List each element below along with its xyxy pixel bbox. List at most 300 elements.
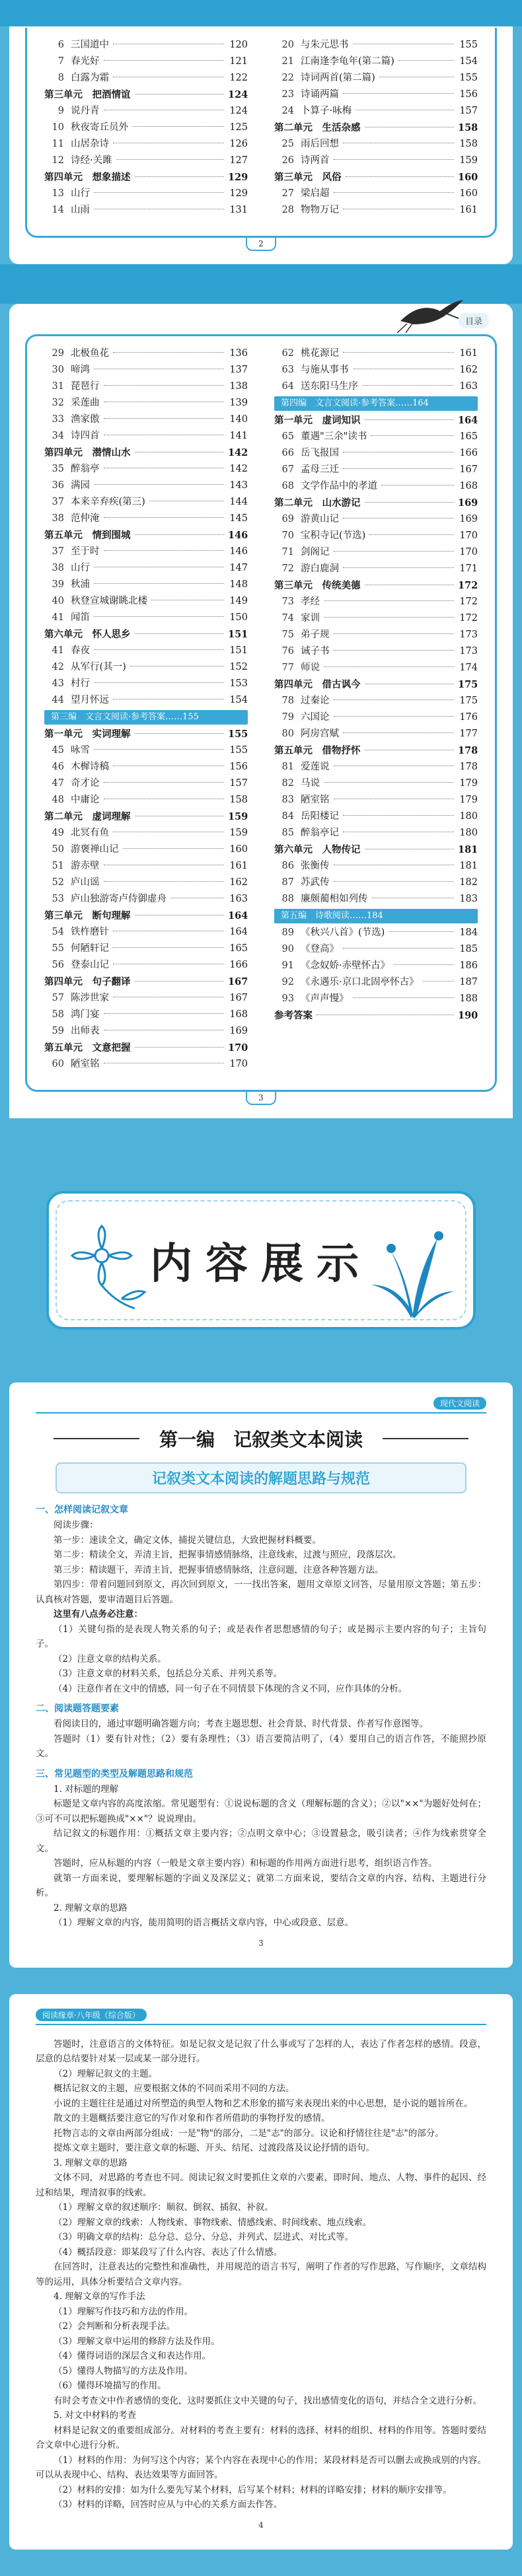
toc-unit-heading[interactable] (274, 169, 478, 186)
toc-section-banner[interactable]: 第三编 文言文阅读·参考答案……155 (44, 710, 248, 725)
crane-icon (394, 295, 466, 334)
toc-entry[interactable] (44, 875, 248, 891)
toc-entry[interactable] (274, 378, 478, 395)
toc-unit-heading[interactable] (274, 412, 478, 429)
toc-entry-page: 185 (459, 944, 478, 954)
toc-entry[interactable] (274, 429, 478, 445)
toc-entry-title: 山居杂诗 (71, 139, 109, 149)
toc-entry-number: 24 (281, 106, 294, 116)
toc-entry-page: 172 (458, 580, 478, 591)
toc-entry[interactable] (274, 136, 478, 153)
toc-entry-page: 125 (229, 122, 248, 133)
toc-entry-page: 157 (229, 778, 248, 789)
body-paragraph: 材料是记叙文的重要组成部分。对材料的考查主要有：材料的选择、材料的组织、材料的作用等。答题时要结合文章中心进行分析。 (36, 2425, 486, 2451)
toc-entry-title: 文学作品中的孝道 (301, 481, 377, 491)
toc-unit-heading[interactable] (274, 841, 478, 858)
toc-entry-page: 180 (459, 828, 478, 838)
toc-entry[interactable] (44, 37, 248, 54)
flower-icon (62, 1216, 161, 1315)
toc-entry-number: 37 (52, 497, 64, 507)
toc-entry[interactable] (44, 659, 248, 676)
toc-entry-page: 145 (229, 513, 248, 524)
toc-entry[interactable] (44, 54, 248, 70)
toc-entry-title: 第六单元 怀人思乡 (44, 629, 131, 640)
toc-leader-dots (104, 385, 225, 386)
toc-entry-number: 38 (52, 513, 64, 524)
toc-unit-heading[interactable] (44, 626, 248, 643)
toc-entry[interactable] (44, 560, 248, 577)
body-paragraph: （2）材料的安排：如为什么要先写某个材料，后写某个材料；材料的详略安排；材料的顺序安排等。 (54, 2484, 452, 2495)
page-number: 2 (246, 238, 276, 251)
toc-leader-dots (343, 468, 454, 469)
toc-entry[interactable] (44, 891, 248, 908)
toc-entry[interactable] (274, 445, 478, 462)
toc-entry[interactable] (44, 511, 248, 527)
body-paragraph: 5. 对文中材料的考查 (54, 2410, 137, 2421)
section-heading: 三、常见题型的类型及解题思路和规范 (36, 1768, 193, 1779)
toc-header-label: 目录 (459, 313, 489, 328)
toc-entry[interactable] (44, 676, 248, 692)
toc-entry-title: 中庸论 (71, 795, 100, 805)
toc-entry-page: 129 (228, 172, 248, 183)
toc-entry-page: 129 (229, 188, 248, 199)
body-paragraph: （6）懂得环境描写的作用。 (54, 2380, 167, 2391)
toc-unit-heading[interactable] (44, 808, 248, 825)
toc-entry-title: 剑阁记 (301, 547, 330, 557)
toc-entry-title: 第一单元 虚词知识 (274, 415, 361, 426)
body-paragraph: 答题时，应从标题的内容（一般是文章主要内容）和标题的作用两方面进行思考，组织语言作答。 (54, 1858, 437, 1869)
toc-entry-number: 9 (57, 106, 64, 116)
section-heading: 二、阅读题答题要素 (36, 1703, 119, 1714)
toc-unit-heading[interactable] (44, 87, 248, 103)
toc-entry-number: 69 (281, 514, 294, 524)
toc-entry-title: 望月怀远 (71, 695, 109, 705)
toc-entry-page: 167 (229, 993, 248, 1003)
toc-entry-page: 143 (229, 480, 248, 491)
toc-entry-title: 张衡传 (301, 861, 330, 871)
part-title (36, 1425, 486, 1452)
toc-entry-title: 参考答案 (274, 1010, 313, 1021)
page-number: 3 (258, 1938, 264, 1948)
toc-unit-heading[interactable] (274, 495, 478, 511)
toc-entry-number: 49 (52, 828, 64, 838)
toc-entry[interactable] (44, 494, 248, 511)
toc-entry-title: 《声声慢》 (301, 993, 349, 1004)
toc-leader-dots (343, 518, 454, 519)
toc-entry-title: 岳阳楼记 (301, 811, 339, 822)
toc-entry-title: 《念奴娇·赤壁怀古》 (301, 960, 391, 971)
toc-entry-number: 13 (52, 188, 64, 199)
toc-unit-heading[interactable] (44, 908, 248, 924)
toc-entry-title: 春光好 (71, 56, 100, 67)
toc-entry[interactable] (44, 186, 248, 202)
toc-entry-number: 7 (57, 56, 64, 67)
toc-section-banner[interactable]: 第五编 诗歌阅读……184 (274, 909, 478, 923)
toc-entry[interactable] (274, 345, 478, 362)
toc-entry[interactable] (44, 742, 248, 759)
toc-entry[interactable] (44, 1023, 248, 1040)
toc-leader-dots (104, 60, 225, 61)
toc-entry-number: 57 (52, 993, 64, 1003)
toc-entry[interactable] (274, 775, 478, 792)
toc-entry-number: 43 (52, 678, 64, 689)
toc-entry-page: 124 (229, 106, 248, 116)
toc-entry-number: 68 (281, 481, 294, 491)
toc-entry-number: 47 (52, 778, 64, 789)
toc-entry-page: 146 (229, 546, 248, 557)
toc-entry[interactable] (44, 120, 248, 136)
toc-entry-page: 162 (229, 877, 248, 888)
toc-entry[interactable] (274, 462, 478, 478)
body-paragraph: 在回答时，注意表达的完整性和准确性，并用规范的语言书写，阐明了作者的写作思路，写作顺序，文章结构等的运用，具体分析要结合文章内容。 (36, 2262, 486, 2287)
toc-entry-page: 137 (229, 365, 248, 375)
toc-entry[interactable] (44, 378, 248, 395)
toc-entry-title: 闻笛 (71, 612, 90, 623)
toc-entry-page: 163 (459, 381, 478, 392)
toc-entry[interactable] (274, 808, 478, 825)
body-paragraph: （4）注意作者在文中的情感，同一句子在不同情景下体现的含义不同，应作具体的分析。 (54, 1683, 408, 1694)
toc-entry[interactable] (274, 594, 478, 610)
toc-leader-dots (123, 848, 225, 849)
toc-entry[interactable] (274, 627, 478, 643)
toc-unit-heading[interactable] (274, 676, 478, 693)
toc-entry-number: 36 (52, 480, 64, 491)
toc-entry[interactable] (44, 461, 248, 478)
body-paragraph: 就第一方面来说，要理解标题的字面义及深层义；就第二方面来说，要结合文章的内容、结构、主题进行分析。 (36, 1873, 486, 1898)
toc-leader-dots (135, 733, 225, 734)
toc-entry-page: 163 (229, 894, 248, 904)
toc-entry[interactable] (44, 775, 248, 792)
toc-entry[interactable] (44, 957, 248, 974)
toc-entry-page: 181 (459, 861, 478, 871)
toc-entry-page: 180 (459, 811, 478, 822)
toc-entry[interactable] (274, 561, 478, 577)
toc-entry-number: 65 (281, 431, 294, 442)
toc-entry[interactable] (274, 941, 478, 958)
toc-entry-page: 124 (228, 89, 248, 100)
toc-entry-number: 59 (52, 1026, 64, 1036)
toc-entry-title: 鸿门宴 (71, 1009, 100, 1020)
toc-entry-title: 第四单元 潜情山水 (44, 447, 131, 458)
toc-entry[interactable] (274, 610, 478, 627)
toc-entry-number: 42 (52, 662, 64, 672)
toc-entry[interactable] (274, 153, 478, 169)
toc-entry-page: 169 (458, 497, 478, 509)
toc-entry-title: 卜算子·咏梅 (301, 106, 352, 116)
toc-entry-title: 《秋兴八首》(节选) (301, 927, 385, 938)
toc-entry[interactable] (44, 792, 248, 808)
toc-entry-number: 11 (52, 139, 64, 149)
toc-entry-title: 出师表 (71, 1026, 100, 1036)
toc-unit-heading[interactable] (44, 445, 248, 461)
toc-frame (25, 28, 497, 238)
toc-entry[interactable] (44, 428, 248, 445)
toc-entry[interactable] (44, 990, 248, 1007)
toc-entry-title: 物物万记 (301, 205, 339, 215)
toc-unit-heading[interactable] (274, 1007, 478, 1024)
toc-leader-dots (334, 650, 455, 651)
toc-entry[interactable] (274, 991, 478, 1007)
toc-entry-number: 64 (281, 381, 294, 392)
toc-leader-dots (104, 1013, 225, 1014)
toc-entry[interactable] (274, 511, 478, 528)
toc-entry-title: 诫子书 (301, 646, 330, 657)
toc-entry-page: 154 (459, 56, 478, 67)
toc-entry[interactable] (274, 693, 478, 709)
toc-entry-title: 北冥有鱼 (71, 828, 109, 838)
toc-entry[interactable] (44, 153, 248, 169)
toc-entry[interactable] (44, 362, 248, 378)
toc-entry[interactable] (274, 958, 478, 974)
toc-entry[interactable] (44, 345, 248, 362)
toc-entry-title: 第五单元 借物抒怀 (274, 745, 361, 756)
toc-entry-page: 161 (459, 348, 478, 359)
toc-entry-number: 75 (281, 629, 294, 640)
toc-entry-number: 60 (52, 1059, 64, 1069)
toc-entry[interactable] (274, 544, 478, 561)
toc-entry[interactable] (274, 87, 478, 103)
toc-entry-title: 孝经 (301, 596, 320, 607)
toc-entry[interactable] (44, 692, 248, 709)
toc-entry-number: 32 (52, 398, 64, 408)
toc-entry-number: 52 (52, 877, 64, 888)
toc-entry[interactable] (44, 841, 248, 858)
toc-entry-number: 58 (52, 1009, 64, 1020)
toc-entry[interactable] (44, 411, 248, 428)
toc-leader-dots (334, 881, 455, 882)
toc-entry[interactable] (44, 577, 248, 593)
toc-entry-title: 游褒禅山记 (71, 844, 119, 855)
body-paragraph: 阅读步骤： (54, 1520, 98, 1530)
toc-entry-title: 家训 (301, 613, 320, 624)
toc-entry[interactable] (44, 825, 248, 841)
toc-entry[interactable] (44, 136, 248, 153)
toc-section-banner[interactable]: 第四编 文言文阅读·参考答案……164 (274, 396, 478, 411)
toc-entry[interactable] (44, 395, 248, 411)
body-paragraph: 小说的主题往往是通过对所塑造的典型人物和艺术形象的描写来表现出来的中心思想，是小说的题旨所在。 (54, 2098, 473, 2109)
toc-entry-page: 159 (228, 811, 248, 822)
toc-leader-dots (324, 600, 454, 601)
toc-entry-title: 采莲曲 (71, 398, 100, 408)
content-body (36, 1503, 486, 1931)
toc-unit-heading[interactable] (44, 169, 248, 186)
toc-entry-page: 150 (229, 612, 248, 623)
toc-entry[interactable] (274, 37, 478, 54)
toc-entry[interactable] (274, 643, 478, 660)
toc-entry[interactable] (44, 593, 248, 610)
body-paragraph: 结记叙文的标题作用：①概括文章主要内容；②点明文章中心；③设置悬念，吸引读者；④作为线索贯穿全文。 (36, 1828, 486, 1854)
toc-entry-title: 醉翁亭 (71, 464, 100, 474)
toc-entry[interactable] (44, 643, 248, 659)
toc-entry-title: 游白鹿洞 (301, 563, 339, 574)
toc-entry-number: 41 (52, 612, 64, 623)
toc-entry[interactable] (44, 610, 248, 626)
toc-entry[interactable] (274, 726, 478, 742)
toc-entry[interactable] (274, 792, 478, 808)
page-number: 4 (258, 2520, 264, 2530)
toc-entry[interactable] (44, 202, 248, 219)
toc-leader-dots (334, 716, 455, 717)
toc-entry-page: 141 (229, 431, 248, 441)
toc-entry-number: 20 (281, 40, 294, 50)
toc-right-column (274, 345, 478, 1073)
toc-entry-page: 173 (459, 646, 478, 657)
toc-leader-dots (104, 782, 225, 783)
toc-entry-number: 25 (281, 139, 294, 149)
toc-entry-title: 游黄山记 (301, 514, 339, 524)
toc-entry[interactable] (274, 478, 478, 495)
toc-entry-page: 160 (229, 844, 248, 855)
toc-entry-page: 187 (459, 977, 478, 987)
toc-entry-title: 第二单元 山水游记 (274, 497, 361, 509)
toc-frame (25, 334, 497, 1092)
toc-leader-dots (132, 126, 224, 127)
toc-columns (44, 37, 478, 219)
toc-entry-number: 23 (281, 89, 294, 100)
toc-entry-number: 45 (52, 745, 64, 756)
toc-entry-title: 董遇"三余"读书 (301, 431, 367, 442)
body-paragraph: 3. 理解文章的思路 (54, 2157, 128, 2168)
toc-entry-page: 158 (229, 795, 248, 805)
toc-entry[interactable] (274, 103, 478, 120)
toc-entry[interactable] (274, 660, 478, 676)
toc-unit-heading[interactable] (44, 726, 248, 742)
toc-entry-page: 166 (459, 448, 478, 458)
toc-entry-title: 苏武传 (301, 877, 330, 888)
toc-entry-title: 满园 (71, 480, 90, 491)
toc-entry[interactable] (274, 974, 478, 991)
toc-entry[interactable] (44, 103, 248, 120)
toc-entry[interactable] (274, 186, 478, 202)
toc-entry-title: 阿房宫赋 (301, 729, 339, 739)
toc-entry-number: 85 (281, 828, 294, 838)
toc-leader-dots (371, 435, 454, 436)
toc-entry-page: 121 (229, 56, 248, 67)
toc-entry[interactable] (274, 362, 478, 378)
toc-entry-title: 说丹青 (71, 106, 100, 116)
toc-entry-number: 46 (52, 762, 64, 772)
toc-entry-number: 93 (281, 993, 294, 1004)
toc-entry-page: 155 (459, 73, 478, 83)
body-paragraph: （3）材料的详略，回答时应从与中心的关系方面去作答。 (54, 2499, 283, 2510)
toc-entry-number: 37 (52, 546, 64, 557)
toc-entry-number: 29 (52, 348, 64, 359)
toc-unit-heading[interactable] (44, 527, 248, 544)
toc-entry-page: 172 (459, 596, 478, 607)
toc-entry-page: 158 (458, 122, 478, 133)
toc-entry[interactable] (274, 709, 478, 726)
toc-entry[interactable] (44, 1007, 248, 1023)
toc-entry-number: 21 (281, 56, 294, 67)
toc-entry[interactable] (274, 759, 478, 775)
toc-entry-page: 153 (229, 678, 248, 689)
body-paragraph: （3）注意文章的材料关系，包括总分关系、并列关系等。 (54, 1668, 283, 1679)
toc-entry[interactable] (274, 825, 478, 841)
toc-entry-number: 48 (52, 795, 64, 805)
toc-entry-title: 第三单元 传统美德 (274, 580, 361, 591)
toc-entry[interactable] (274, 54, 478, 70)
toc-unit-heading[interactable] (44, 974, 248, 990)
toc-leader-dots (334, 551, 455, 552)
toc-leader-dots (104, 517, 225, 518)
toc-entry-title: 至于时 (71, 546, 100, 557)
toc-unit-heading[interactable] (274, 120, 478, 136)
toc-entry-title: 诗诵两篇 (301, 89, 339, 100)
toc-leader-dots (113, 352, 224, 353)
body-paragraph: （1）理解文章的内容，能用简明的语言概括文章内容，中心或段意、层意。 (54, 1917, 354, 1928)
toc-entry-page: 159 (229, 828, 248, 838)
toc-entry-number: 56 (52, 960, 64, 970)
toc-entry-page: 148 (229, 579, 248, 590)
toc-entry-page: 138 (229, 381, 248, 392)
toc-entry-page: 164 (458, 415, 478, 426)
toc-entry-page: 149 (229, 596, 248, 606)
toc-entry-number: 81 (281, 762, 294, 772)
toc-leader-dots (346, 176, 455, 177)
toc-entry[interactable] (44, 924, 248, 941)
toc-entry-title: 白露为霜 (71, 73, 109, 83)
toc-entry[interactable] (44, 478, 248, 494)
toc-entry-page: 142 (229, 464, 248, 474)
toc-entry[interactable] (44, 941, 248, 957)
toc-left-column (44, 37, 248, 219)
toc-entry[interactable] (44, 544, 248, 560)
toc-entry[interactable] (274, 891, 478, 908)
toc-entry-number: 66 (281, 448, 294, 458)
toc-entry-title: 陈涉世家 (71, 993, 109, 1003)
toc-entry[interactable] (44, 1056, 248, 1073)
toc-unit-heading[interactable] (274, 577, 478, 594)
toc-entry[interactable] (274, 875, 478, 891)
toc-leader-dots (423, 981, 454, 982)
content-page-4 (9, 1994, 513, 2550)
toc-entry-title: 《登高》 (301, 944, 339, 954)
toc-entry-number: 12 (52, 155, 64, 166)
toc-page-2 (9, 26, 513, 264)
toc-entry-page: 160 (458, 172, 478, 183)
toc-entry-title: 范仲淹 (71, 513, 100, 524)
toc-entry-title: 山行 (71, 563, 90, 573)
toc-entry-number: 92 (281, 977, 294, 987)
toc-leader-dots (369, 534, 454, 535)
toc-entry[interactable] (44, 759, 248, 775)
toc-entry[interactable] (274, 925, 478, 941)
toc-entry[interactable] (44, 70, 248, 87)
toc-entry[interactable] (274, 858, 478, 875)
toc-entry-page: 140 (229, 414, 248, 425)
body-paragraph: （2）注意文章的结构关系。 (54, 1653, 167, 1664)
toc-unit-heading[interactable] (44, 1040, 248, 1056)
toc-entry-page: 158 (459, 139, 478, 149)
running-head (36, 2009, 486, 2025)
toc-entry[interactable] (274, 70, 478, 87)
toc-leader-dots (135, 1047, 225, 1048)
toc-entry-title: 游赤壁 (71, 861, 100, 871)
toc-leader-dots (365, 502, 455, 503)
toc-entry-number: 44 (52, 695, 64, 705)
title-rule (383, 1438, 468, 1439)
toc-entry[interactable] (274, 528, 478, 544)
toc-entry-page: 183 (459, 894, 478, 904)
toc-entry[interactable] (44, 858, 248, 875)
toc-entry-page: 159 (459, 155, 478, 166)
toc-entry-page: 168 (459, 481, 478, 491)
toc-entry-page: 127 (229, 155, 248, 166)
toc-unit-heading[interactable] (274, 742, 478, 759)
toc-entry[interactable] (274, 202, 478, 219)
toc-entry-page: 170 (228, 1042, 248, 1054)
toc-leader-dots (365, 419, 455, 420)
